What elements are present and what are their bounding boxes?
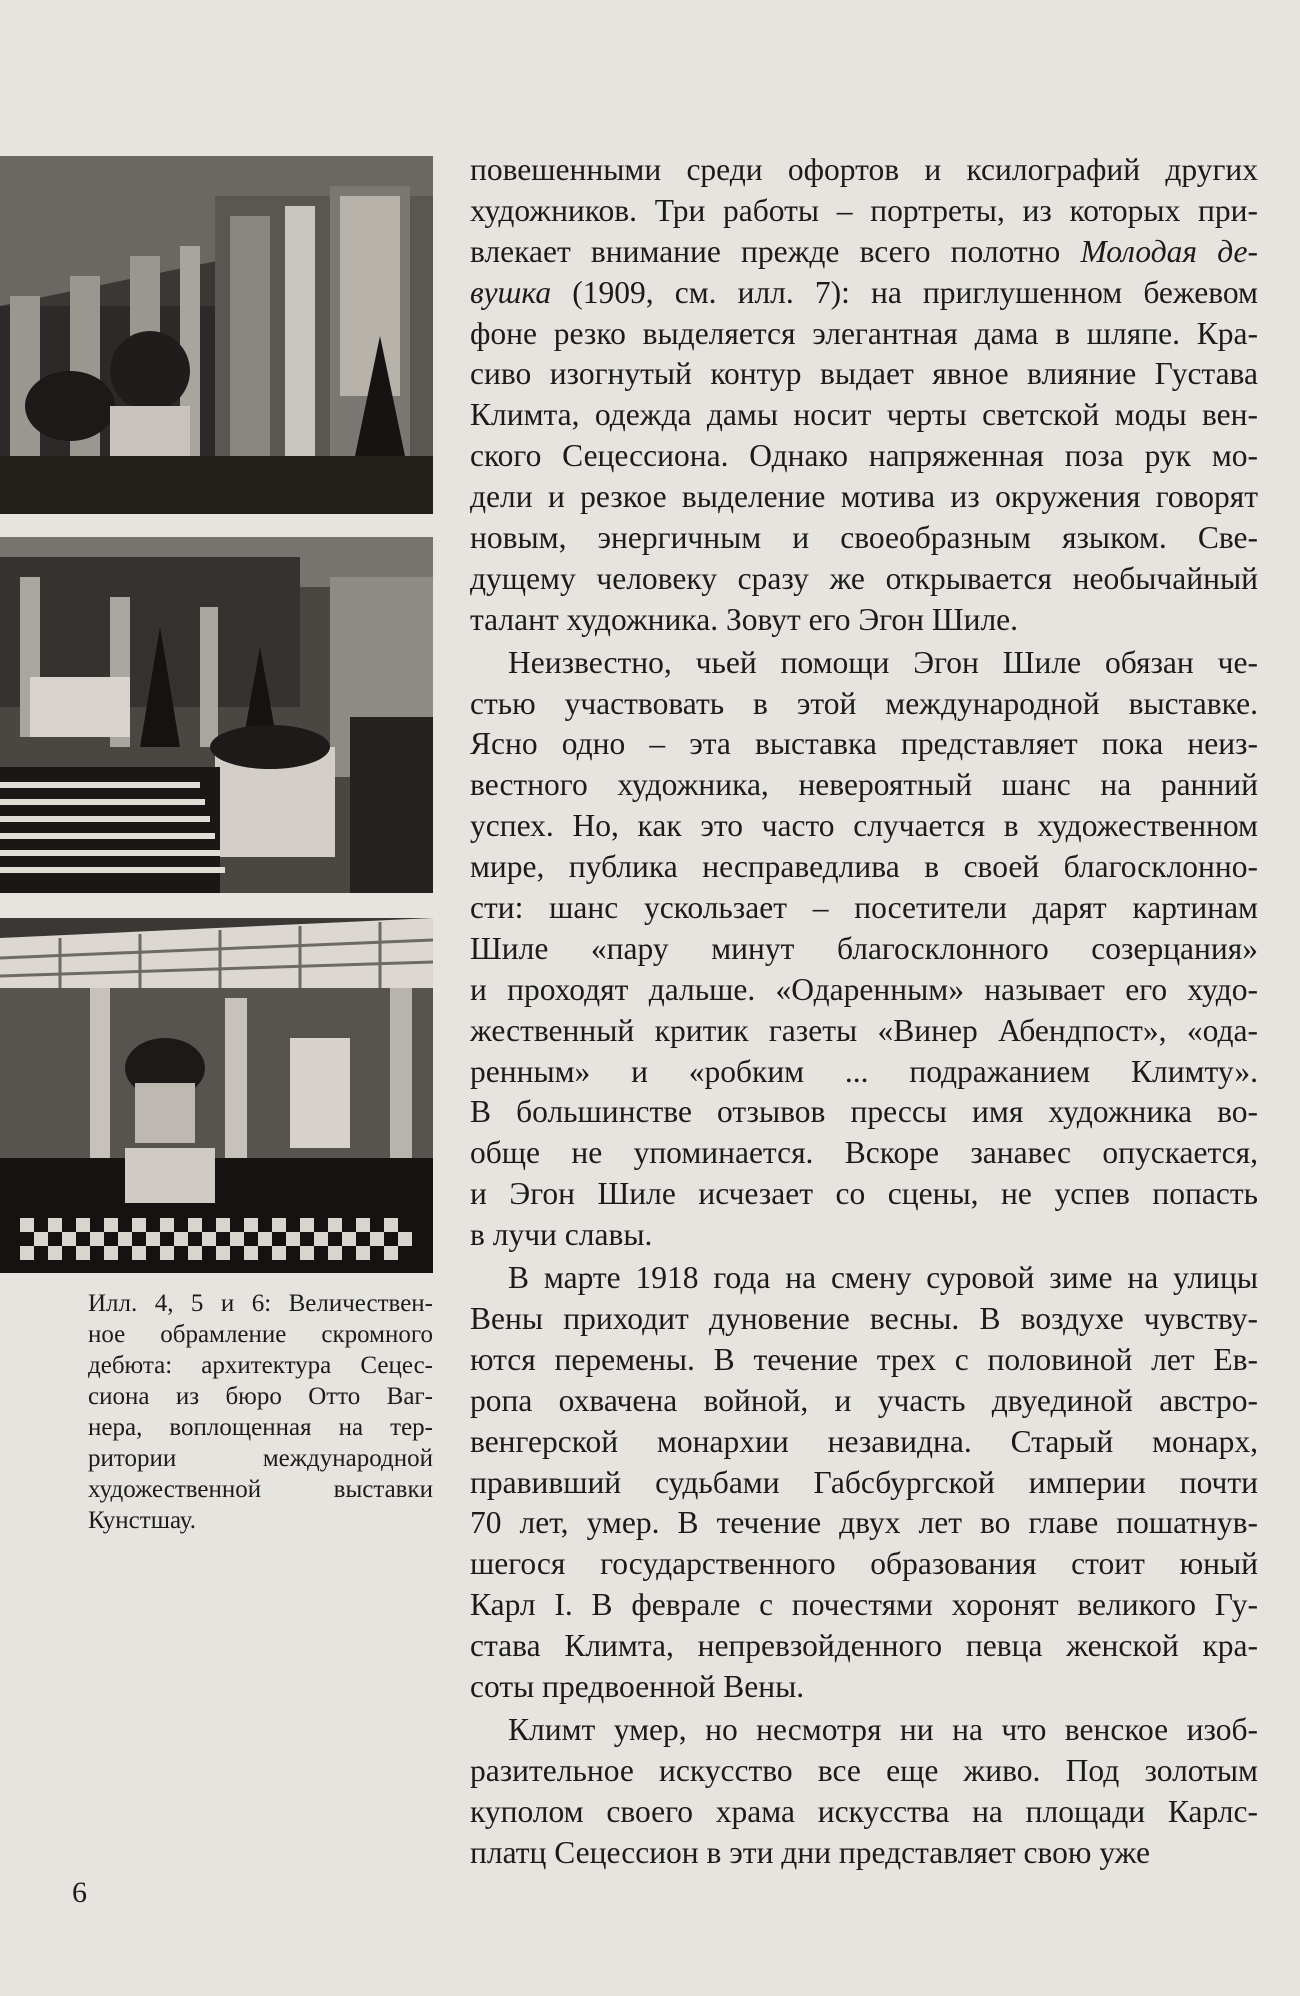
caption-line: сиона из бюро Отто Ваг-: [88, 1383, 433, 1410]
text-line: ренным» и «робким ... подражанием Климту».: [470, 1053, 1258, 1089]
text-line: обще не упоминается. Вскоре занавес опускается,: [470, 1135, 1258, 1171]
text-line: стью участвовать в этой международной выставке.: [470, 685, 1258, 721]
text-line: 70 лет, умер. В течение двух лет во главе пошатнув-: [470, 1505, 1258, 1541]
text-line: разительное искусство все еще живо. Под золотым: [470, 1752, 1258, 1788]
text-line: шегося государственного образования стоит юный: [470, 1546, 1258, 1582]
paragraph: [470, 643, 1258, 1256]
text-line: мире, публика несправедлива в своей благосклонно-: [470, 849, 1258, 885]
figure-caption: [88, 1288, 433, 1536]
text-line: ропа охвачена войной, и участь двуединой австро-: [470, 1382, 1258, 1418]
caption-line: художественной выставки: [88, 1476, 433, 1503]
text-line: Климт умер, но несмотря ни на что венское изоб-: [508, 1711, 1258, 1747]
text-line: новым, энергичным и своеобразным языком. Све-: [470, 520, 1258, 556]
text-line: Шиле «пару минут благосклонного созерцания»: [470, 930, 1258, 966]
text-line: повешенными среди офортов и ксилографий других: [470, 152, 1258, 187]
paragraph: [470, 1710, 1258, 1874]
text-line: и проходят дальше. «Одаренным» называет его худо-: [470, 971, 1258, 1007]
caption-line: дебюта: архитектура Сецес-: [88, 1352, 433, 1379]
text-line: вестного художника, невероятный шанс на ранний: [470, 767, 1258, 803]
text-line: дущему человеку сразу же открывается необычайный: [470, 560, 1258, 596]
text-line: вушка (1909, см. илл. 7): на приглушенном бежевом: [470, 274, 1258, 310]
exhibition-photo-pergola: [0, 918, 433, 1273]
text-line: успех. Но, как это часто случается в художественном: [470, 808, 1258, 844]
paragraph: [470, 150, 1258, 641]
text-line: Неизвестно, чьей помощи Эгон Шиле обязан че-: [508, 644, 1258, 680]
exhibition-photo-courtyard: [0, 537, 433, 893]
page-number: 6: [72, 1876, 87, 1909]
caption-line: нера, воплощенная на тер-: [88, 1414, 433, 1441]
text-line: става Климта, непревзойденного певца женской кра-: [470, 1628, 1258, 1664]
text-line: куполом своего храма искусства на площади Карлс-: [470, 1793, 1258, 1829]
text-line: дели и резкое выделение мотива из окружения говорят: [470, 479, 1258, 515]
text-line: Вены приходит дуновение весны. В воздухе чувству-: [470, 1300, 1258, 1336]
text-line: В марте 1918 года на смену суровой зиме на улицы: [508, 1260, 1258, 1296]
text-line: влекает внимание прежде всего полотно Молодая де-: [470, 233, 1258, 269]
text-line: В большинстве отзывов прессы имя художника во-: [470, 1094, 1258, 1130]
caption-line: Кунстшау.: [88, 1507, 197, 1534]
text-line: Карл I. В феврале с почестями хоронят великого Гу-: [470, 1587, 1258, 1623]
text-line: в лучи славы.: [470, 1217, 653, 1253]
text-line: соты предвоенной Вены.: [470, 1668, 805, 1704]
text-line: венгерской монархии незавидна. Старый монарх,: [470, 1423, 1258, 1459]
text-line: Ясно одно – эта выставка представляет пока неиз-: [470, 726, 1258, 762]
caption-line: ное обрамление скромного: [88, 1321, 433, 1348]
text-line: Климта, одежда дамы носит черты светской моды вен-: [470, 397, 1258, 433]
text-line: и Эгон Шиле исчезает со сцены, не успев попасть: [470, 1176, 1258, 1212]
text-line: сти: шанс ускользает – посетители дарят картинам: [470, 890, 1258, 926]
caption-line: ритории международной: [88, 1445, 433, 1472]
paragraph: [470, 1258, 1258, 1708]
text-line: правивший судьбами Габсбургской империи почти: [470, 1464, 1258, 1500]
text-line: платц Сецессион в эти дни представляет свою уже: [470, 1834, 1150, 1870]
caption-line: Илл. 4, 5 и 6: Величествен-: [88, 1290, 433, 1317]
text-line: ского Сецессиона. Однако напряженная поза рук мо-: [470, 438, 1258, 474]
text-line: фоне резко выделяется элегантная дама в шляпе. Кра-: [470, 315, 1258, 351]
text-line: жественный критик газеты «Винер Абендпост», «ода-: [470, 1012, 1258, 1048]
exhibition-photo-facade: [0, 156, 433, 514]
body-text: [470, 150, 1258, 1873]
text-line: художников. Три работы – портреты, из которых при-: [470, 192, 1258, 228]
text-line: ются перемены. В течение трех с половиной лет Ев-: [470, 1341, 1258, 1377]
text-line: талант художника. Зовут его Эгон Шиле.: [470, 601, 1019, 637]
text-line: сиво изогнутый контур выдает явное влияние Густава: [470, 356, 1258, 392]
